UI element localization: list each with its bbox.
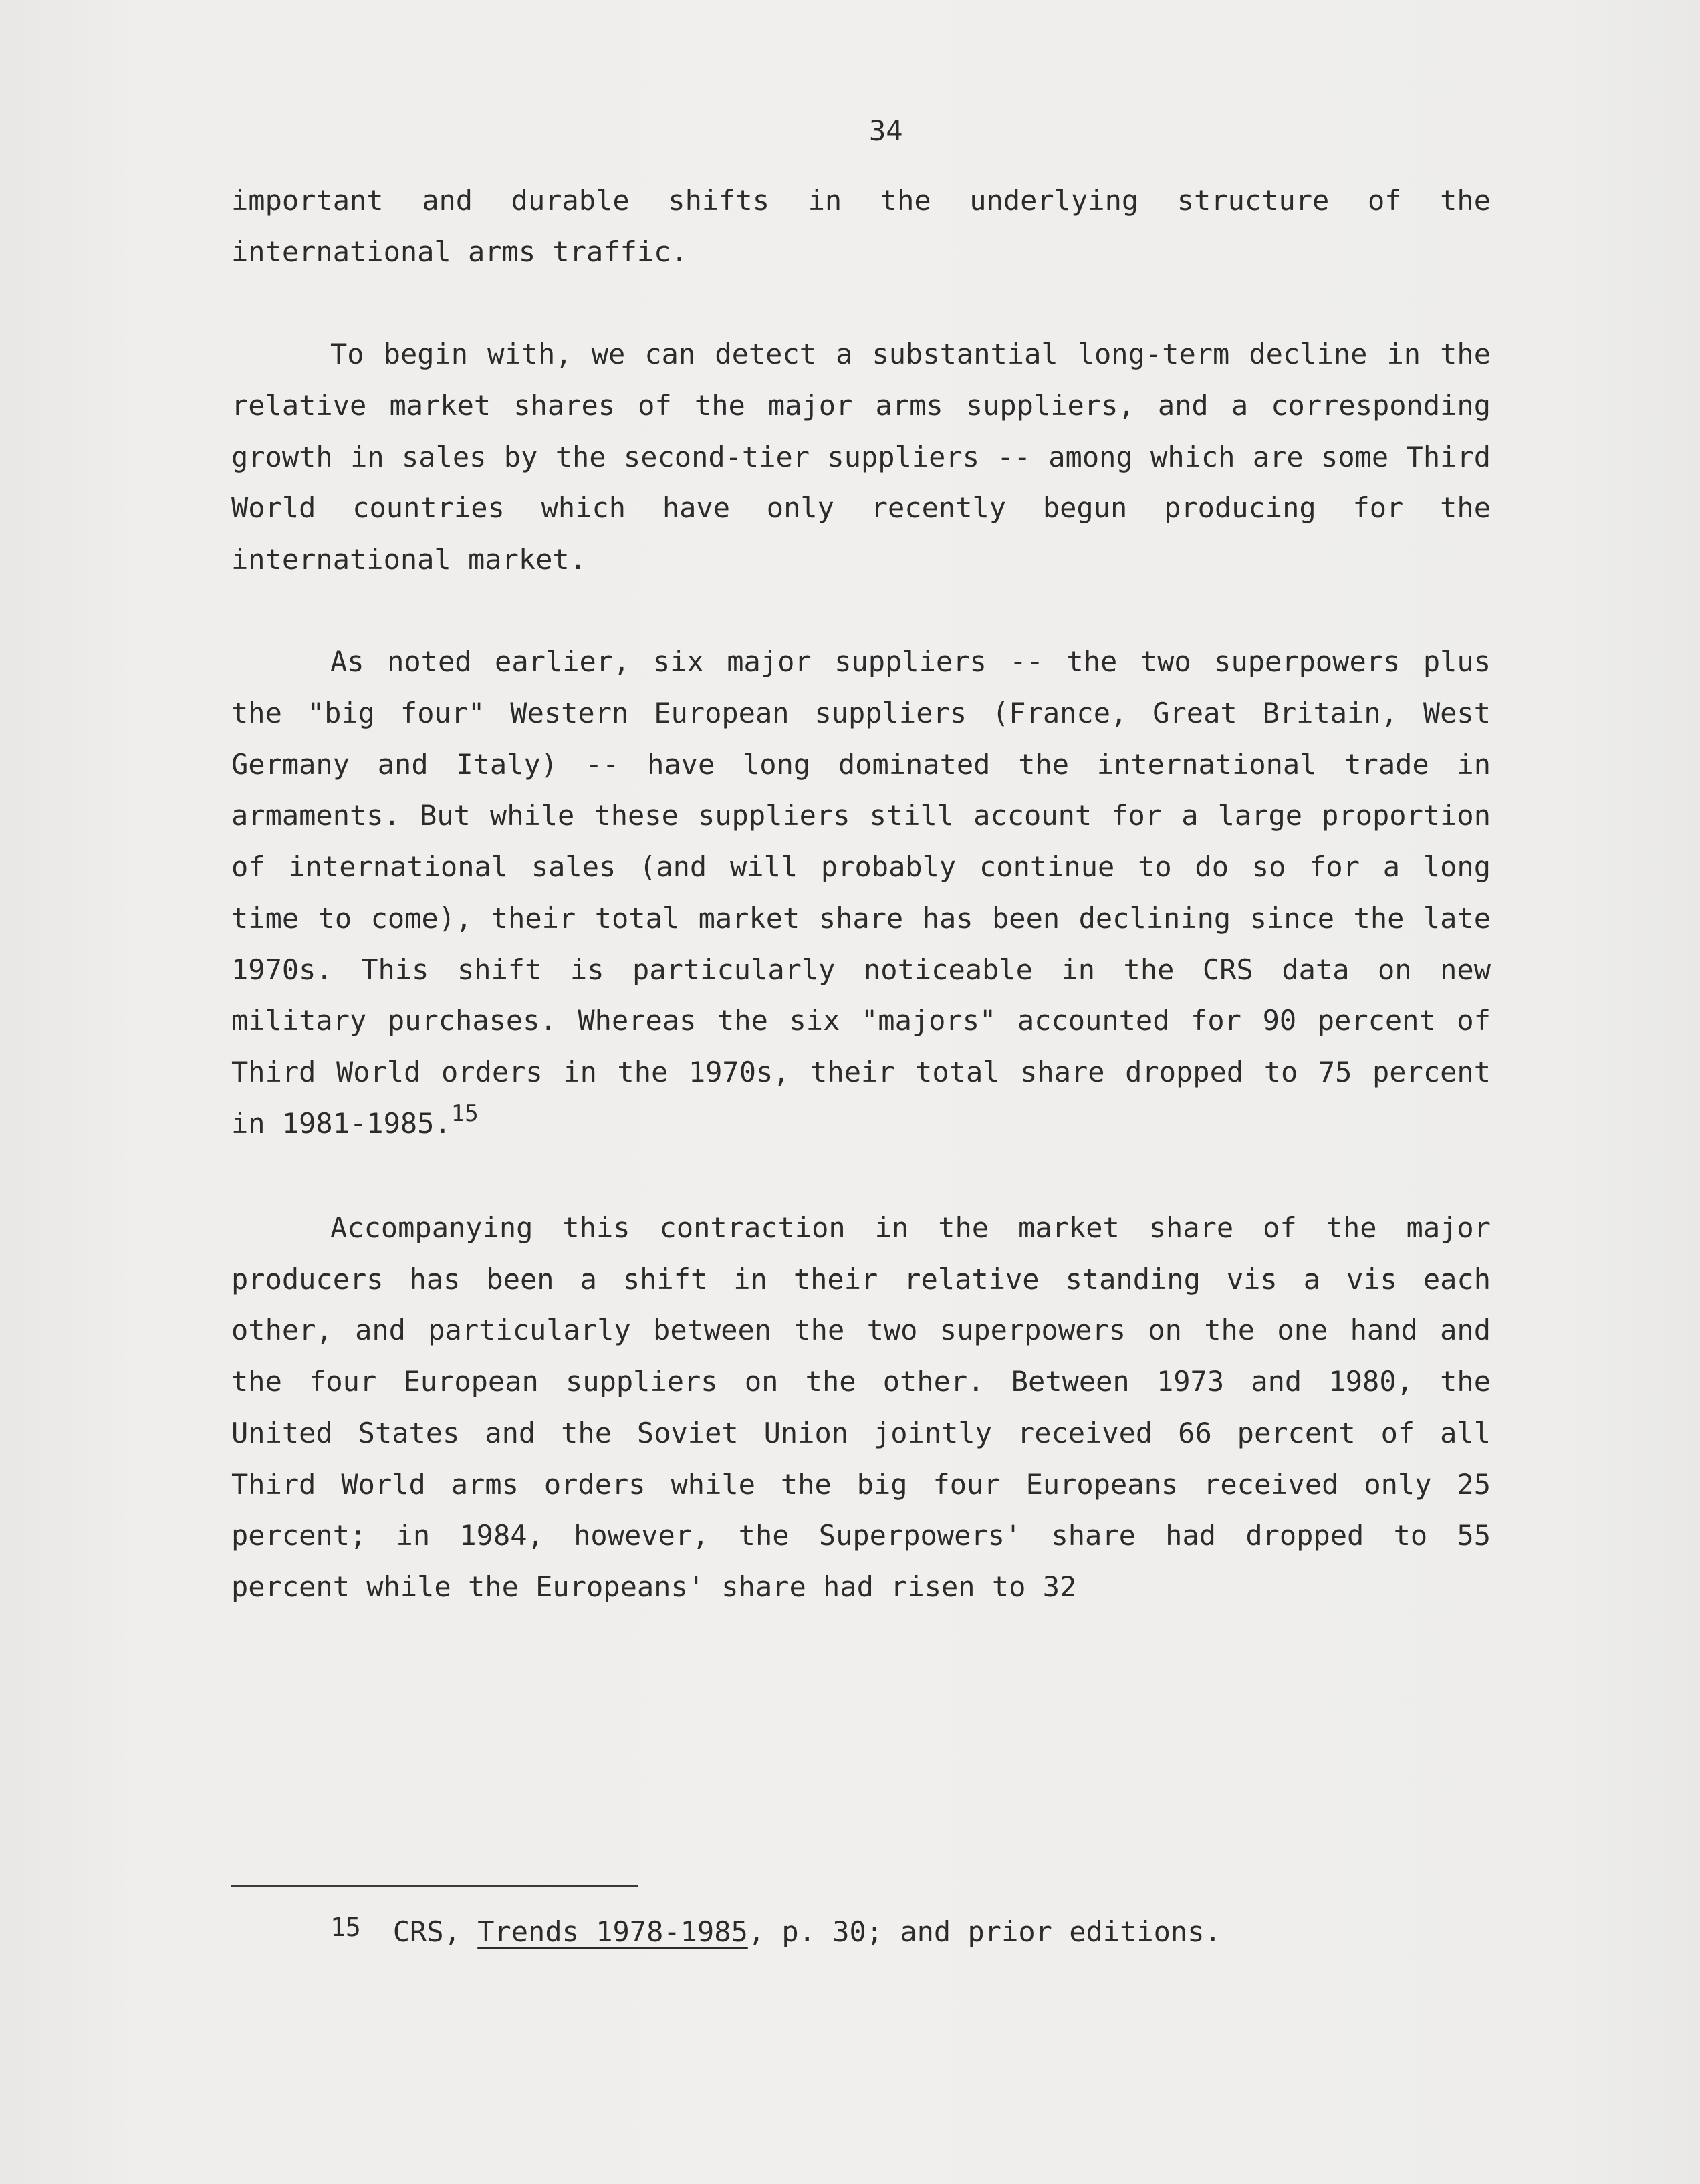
- paragraph-major-suppliers: [231, 636, 1491, 1151]
- footnote: [330, 1913, 1221, 1951]
- paragraph-text: Accompanying this contraction in the market share of the major producers has been a shift in their relative standing vis a vis each other, and particularly between the two superpowers on the one hand and the four European suppliers on the other. Between 1973 and 1980, the United States and the Soviet Union jointly received 66 percent of all Third World arms orders while the big four Europeans received only 25 percent; in 1984, however, the Superpowers' share had dropped to 55 percent while the Europeans' share had risen to 32: [231, 1211, 1491, 1603]
- footnote-text-before: CRS,: [392, 1915, 478, 1948]
- footnote-text-after: , p. 30; and prior editions.: [747, 1915, 1221, 1948]
- paragraph-relative-standing: [231, 1203, 1491, 1613]
- footnote-number: 15: [330, 1913, 361, 1942]
- paragraph-text: To begin with, we can detect a substantial long-term decline in the relative market shares of the major arms suppliers, and a corresponding growth in sales by the second-tier suppliers -- among which are some Third World countries which have only recently begun producing for the international market.: [231, 338, 1491, 576]
- paragraph-market-decline: [231, 329, 1491, 586]
- paragraph-text: As noted earlier, six major suppliers -- the two superpowers plus the "big four" Western European suppliers (France, Great Britain, West Germany and Italy) -- have long dominated the international trade in armaments. But while these suppliers still account for a large proportion of international sales (and will probably continue to do so for a long time to come), their total market share has been declining since the late 1970s. This shift is particularly noticeable in the CRS data on new military purchases. Whereas the six "majors" accounted for 90 percent of Third World orders in the 1970s, their total share dropped to 75 percent in 1981-1985.: [231, 645, 1491, 1140]
- page-number: 34: [869, 114, 903, 147]
- body-text: [231, 175, 1491, 1613]
- footnote-reference: 15: [451, 1100, 479, 1127]
- paragraph-text: important and durable shifts in the underlying structure of the international arms traffic.: [231, 184, 1491, 268]
- footnote-divider: [231, 1885, 638, 1887]
- footnote-source-title: Trends 1978-1985: [477, 1915, 748, 1948]
- paragraph-continuation: [231, 175, 1491, 277]
